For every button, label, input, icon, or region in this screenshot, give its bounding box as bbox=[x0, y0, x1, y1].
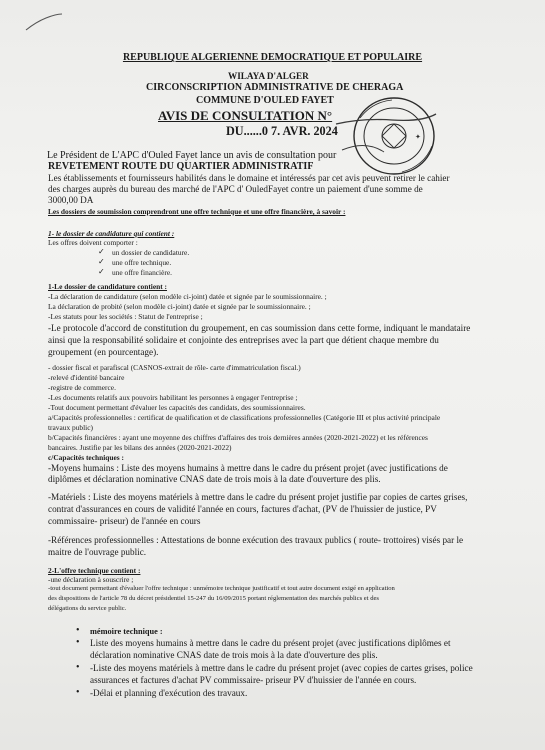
bullet-icon: • bbox=[76, 637, 80, 648]
ot-line-4: délégations du service public. bbox=[48, 605, 127, 612]
dc-line-2: La déclaration de probité (selon modèle ci-joint) datée et signée par le soumissionnaire. ; bbox=[48, 302, 311, 311]
dc-line-5: ainsi que la responsabilité solidaire et conjointe des entreprises avec la part que détient chaque membre du bbox=[48, 335, 439, 345]
svg-text:✦: ✦ bbox=[415, 133, 421, 141]
dc-line-4: -Le protocole d'accord de constitution du groupement, en cas soumission dans cette forme, indiquant le mandataire bbox=[48, 323, 471, 333]
project-title: REVETEMENT ROUTE DU QUARTIER ADMINISTRATIF bbox=[48, 161, 314, 172]
wilaya-line: WILAYA D'ALGER bbox=[228, 71, 309, 81]
dc-line-1: -La déclaration de candidature (selon modèle ci-joint) datée et signée par le soumissionnaire. ; bbox=[48, 292, 327, 301]
official-seal-stamp bbox=[332, 92, 438, 182]
intro-line-1: Le Président de L'APC d'Ouled Fayet lance un avis de consultation pour bbox=[47, 150, 337, 161]
cap-references-line-2: maitre de l'ouvrage public. bbox=[48, 547, 147, 557]
pen-mark bbox=[24, 12, 64, 34]
cap-materiels-line-3: commissaire- priseur) de l'année en cours bbox=[48, 516, 201, 526]
dc-line-6: groupement (en pourcentage). bbox=[48, 347, 159, 357]
intro-line-3: Les établissements et fournisseurs habilités dans le domaine et intéressés par cet avis peuvent retirer le cahier bbox=[48, 173, 450, 183]
cap-fin-line-2: bancaires. Justifie par les bilans des années (2020-2021-2022) bbox=[48, 443, 232, 452]
circonscription-line: CIRCONSCRIPTION ADMINISTRATIVE DE CHERAGA bbox=[146, 82, 404, 93]
ot-line-2: -tout document permettant d'évaluer l'offre technique : unmémoire technique justificatif et tout autre document exigé en application bbox=[48, 585, 395, 592]
cap-prof-line-1: a/Capacités professionnelles : certificat de qualification et de classifications professionnelles (Catégorie III et plus activité principale bbox=[48, 413, 441, 422]
memoire-bullet-1a: Liste des moyens humains à mettre dans le cadre du présent projet (avec justifications diplômes et bbox=[90, 638, 451, 648]
offres-item-1: un dossier de candidature. bbox=[112, 248, 190, 257]
dc-title: 1-Le dossier de candidature contient : bbox=[48, 282, 168, 291]
offres-item-2: une offre technique. bbox=[112, 258, 172, 267]
ot-line-1: -une déclaration à souscrire ; bbox=[48, 575, 134, 584]
admin-line-3: -registre de commerce. bbox=[48, 383, 116, 392]
avis-date: DU......0 7. AVR. 2024 bbox=[226, 124, 338, 138]
avis-title: AVIS DE CONSULTATION N° bbox=[158, 108, 333, 123]
cap-prof-line-2: travaux public) bbox=[48, 423, 93, 432]
memoire-bullet-1b: déclaration nominative CNAS date de trois mois à la date d'ouverture des plis. bbox=[90, 650, 378, 660]
bullet-icon: • bbox=[76, 662, 80, 673]
cap-humains-line-2: diplômes et déclaration nominative CNAS date de trois mois à la date d'ouverture des plis. bbox=[48, 474, 381, 484]
checkmark-icon: ✓ bbox=[98, 257, 105, 266]
dc-line-3: -Les statuts pour les sociétés : Statut de l'entreprise ; bbox=[48, 312, 203, 321]
offres-item-3: une offre financière. bbox=[112, 268, 172, 277]
cap-tech-title: c/Capacités techniques : bbox=[48, 453, 124, 462]
intro-amount: 3000,00 DA bbox=[48, 195, 94, 205]
checkmark-icon: ✓ bbox=[98, 247, 105, 256]
ot-title: 2-L'offre technique contient : bbox=[48, 566, 141, 575]
memoire-bullet-3: -Délai et planning d'exécution des travaux. bbox=[90, 688, 248, 698]
offres-line: Les offres doivent comporter : bbox=[48, 238, 138, 247]
cap-materiels-line-1: -Matériels : Liste des moyens matériels à mettre dans le cadre du présent projet justifie par copies de cartes grises, bbox=[48, 492, 468, 502]
intro-line-4: des charges auprès du bureau des marché de l'APC d' OuledFayet contre un paiement d'une somme de bbox=[48, 184, 423, 194]
bullet-icon: • bbox=[76, 687, 80, 698]
commune-line: COMMUNE D'OULED FAYET bbox=[196, 95, 334, 106]
republic-heading: REPUBLIQUE ALGERIENNE DEMOCRATIQUE ET POPULAIRE bbox=[122, 52, 423, 63]
cap-humains-line-1: -Moyens humains : Liste des moyens humains à mettre dans le cadre du présent projet (avec justifications de bbox=[48, 463, 448, 473]
cap-materiels-line-2: contrat d'assurances en cours de validité l'année en cours, factures d'achat, (PV de l'huissier de justice, PV bbox=[48, 504, 437, 514]
memoire-bullet-2a: -Liste des moyens matériels à mettre dans le cadre du présent projet (avec copies de cartes grises, police bbox=[90, 663, 473, 673]
ot-line-3: des dispositions de l'article 78 du décret présidentiel 15-247 du 16/09/2015 portant réglementation des marchés publics et des bbox=[48, 595, 379, 602]
checkmark-icon: ✓ bbox=[98, 267, 105, 276]
admin-line-5: -Tout document permettant d'évaluer les capacités des candidats, des soumissionnaires. bbox=[48, 403, 306, 412]
bullet-icon: • bbox=[76, 625, 80, 636]
memoire-title: mémoire technique : bbox=[90, 627, 163, 636]
admin-line-2: -relevé d'identité bancaire bbox=[48, 373, 125, 382]
memoire-bullet-2b: assurances et factures d'achat PV commissaire- priseur PV d'huissier de l'année en cours. bbox=[90, 675, 417, 685]
admin-line-4: -Les documents relatifs aux pouvoirs habilitant les personnes à engager l'entreprise ; bbox=[48, 393, 298, 402]
cap-references-line-1: -Références professionnelles : Attestations de bonne exécution des travaux publics ( route- trottoires) visés par le bbox=[48, 535, 464, 545]
section-1-title: 1- le dossier de candidature qui contient : bbox=[48, 229, 175, 238]
admin-line-1: - dossier fiscal et parafiscal (CASNOS-extrait de rôle- carte d'immatriculation fiscal.) bbox=[48, 363, 301, 372]
cap-fin-line-1: b/Capacités financières : ayant une moyenne des chiffres d'affaires des trois dernières années (2020-2021-2022) et les références bbox=[48, 433, 428, 442]
dossiers-heading: Les dossiers de soumission comprendront une offre technique et une offre financière, à savoir : bbox=[48, 207, 346, 216]
